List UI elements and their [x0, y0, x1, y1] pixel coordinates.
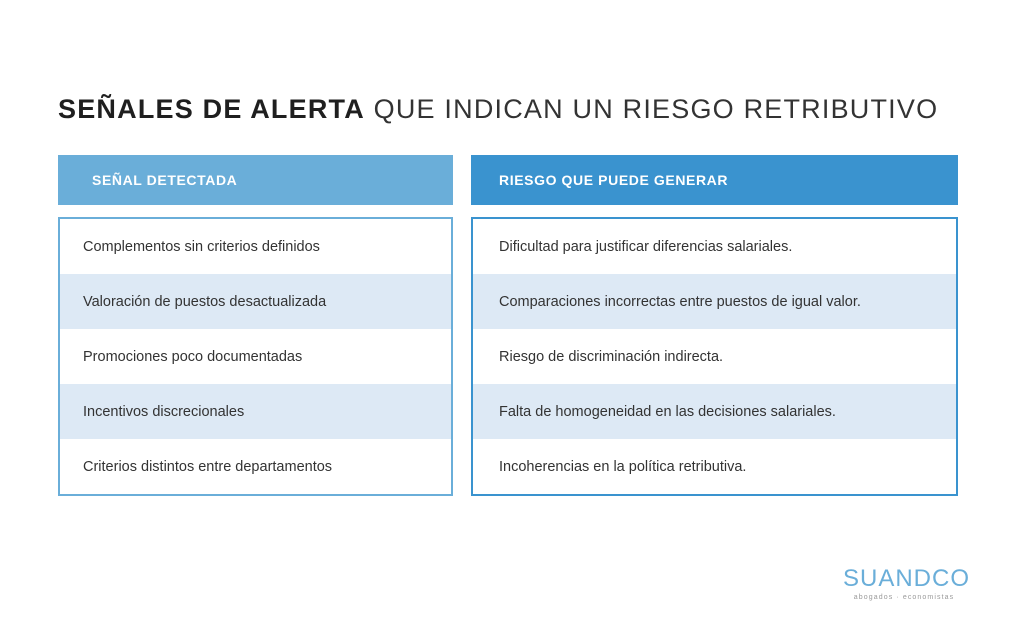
table-row: Riesgo de discriminación indirecta.	[499, 348, 724, 365]
table-row: Dificultad para justificar diferencias salariales.	[499, 238, 793, 255]
risk-column	[471, 155, 958, 496]
table-row: Complementos sin criterios definidos	[83, 238, 320, 255]
signal-column-body	[58, 217, 453, 496]
risk-column-header: RIESGO QUE PUEDE GENERAR	[471, 155, 958, 205]
company-logo	[843, 565, 971, 601]
table-row: Comparaciones incorrectas entre puestos de igual valor.	[473, 274, 956, 329]
table-row: Falta de homogeneidad en las decisiones salariales.	[473, 384, 956, 439]
table-row: Valoración de puestos desactualizada	[60, 274, 451, 329]
risk-column-body	[471, 217, 958, 496]
table-row: Criterios distintos entre departamentos	[83, 458, 333, 475]
table-row: Incoherencias en la política retributiva.	[499, 458, 747, 475]
title-light: QUE INDICAN UN RIESGO RETRIBUTIVO	[373, 94, 939, 124]
logo-wordmark: SUANDCO	[843, 565, 971, 592]
page-title	[58, 94, 938, 125]
table-row: Promociones poco documentadas	[83, 348, 303, 365]
signal-column-header: SEÑAL DETECTADA	[58, 155, 453, 205]
title-bold: SEÑALES DE ALERTA	[58, 94, 365, 124]
signal-column	[58, 155, 453, 496]
logo-tagline: abogados · economistas	[853, 594, 955, 601]
table-row: Incentivos discrecionales	[60, 384, 451, 439]
